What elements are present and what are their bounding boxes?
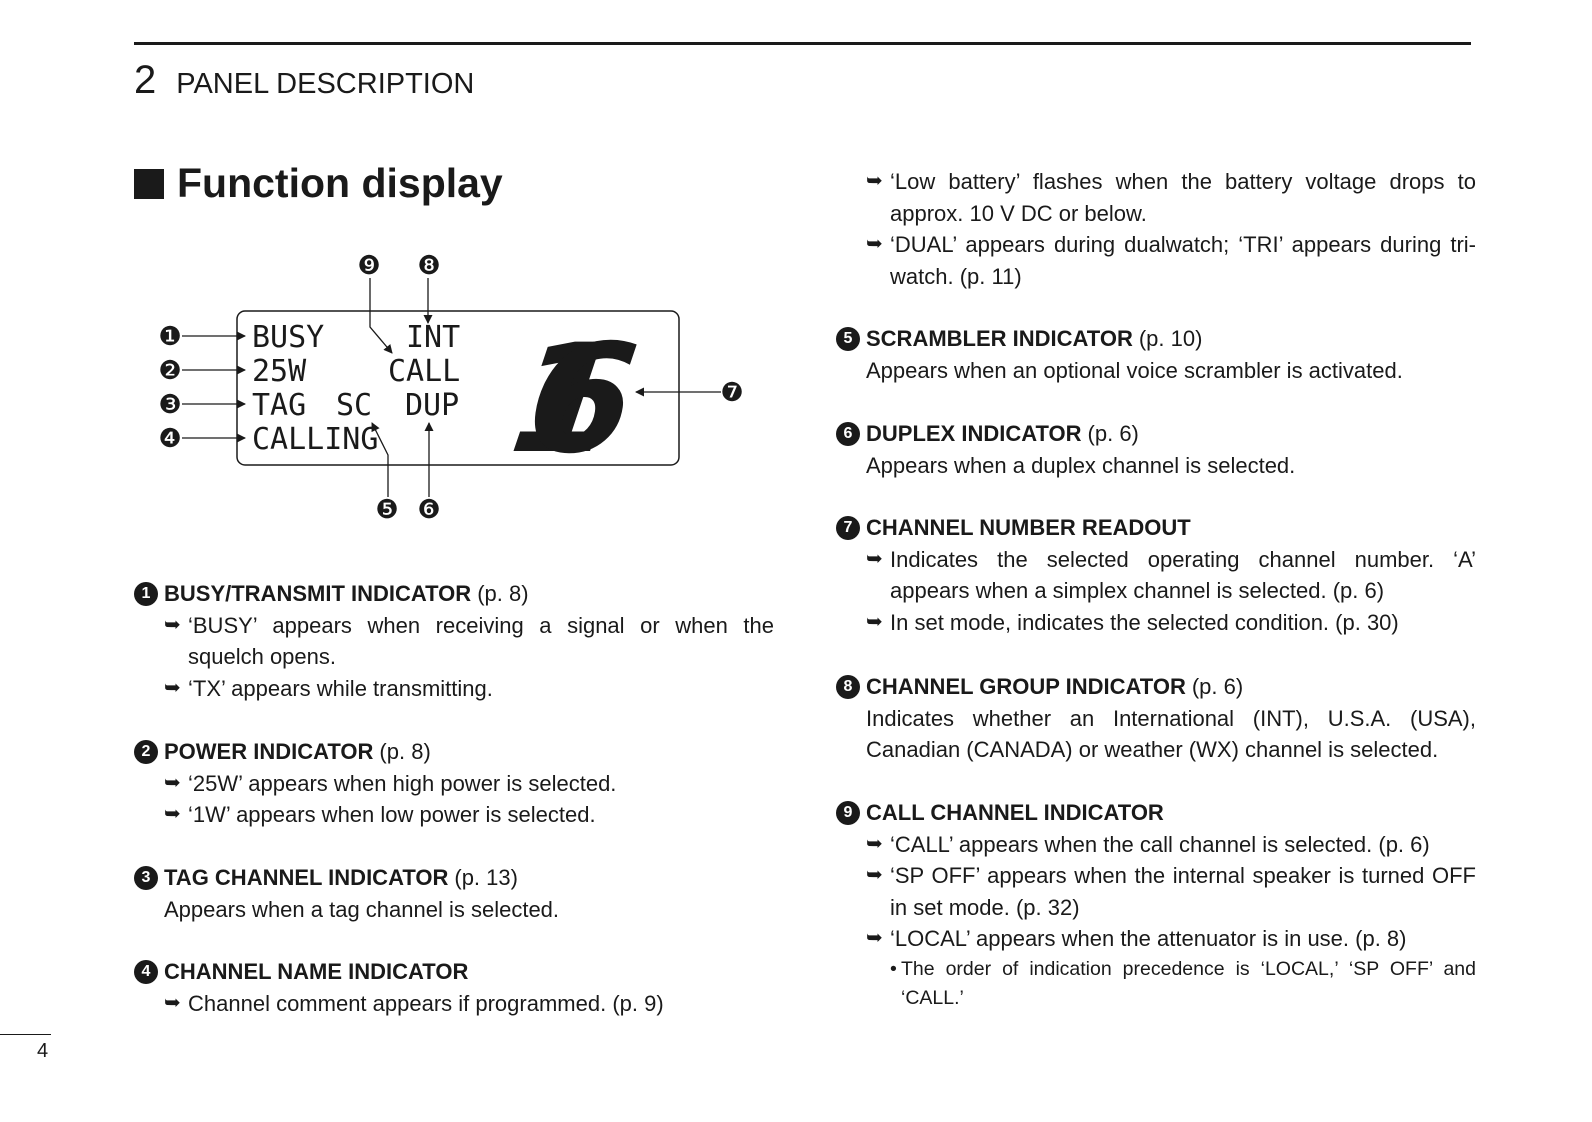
item-4	[134, 956, 774, 1019]
item-2-bullet-1: ‘25W’ appears when high power is selected.	[188, 770, 617, 796]
item-9-title: CALL CHANNEL INDICATOR	[866, 800, 1164, 825]
item-1-bullet-2: ‘TX’ appears while transmitting.	[188, 675, 493, 701]
callout-8-icon: ❽	[417, 251, 441, 281]
arrow-bullet-icon: ➥	[164, 991, 181, 1014]
item-5-title: SCRAMBLER INDICATOR	[866, 326, 1133, 351]
item-9	[836, 797, 1476, 1013]
item-3-ref: (p. 13)	[454, 865, 518, 890]
number-7-icon: 7	[836, 516, 860, 540]
item-2-title: POWER INDICATOR	[164, 739, 374, 764]
callout-3-icon: ❸	[158, 390, 182, 420]
item-2	[134, 736, 774, 831]
lcd-busy: BUSY	[252, 320, 325, 355]
item-4-title: CHANNEL NAME INDICATOR	[164, 959, 469, 984]
chapter-header	[134, 58, 474, 103]
number-6-icon: 6	[836, 422, 860, 446]
lcd-int: INT	[406, 320, 461, 355]
note-dot-icon: •	[890, 957, 897, 980]
item-9-bullet-2: ‘SP OFF’ appears when the internal speaker is turned OFF in set mode. (p. 32)	[890, 863, 1476, 920]
lcd-25w: 25W	[252, 354, 307, 389]
item-3-text: Appears when a tag channel is selected.	[164, 896, 560, 922]
callout-7-icon: ❼	[720, 378, 744, 408]
section-title-text: Function display	[177, 160, 503, 206]
item-8-ref: (p. 6)	[1191, 674, 1244, 699]
precedence-note	[866, 955, 1476, 1013]
arrow-bullet-icon: ➥	[164, 771, 181, 794]
item-3-title: TAG CHANNEL INDICATOR	[164, 865, 449, 890]
cont-bullet-1: ‘Low battery’ flashes when the battery voltage drops to approx. 10 V DC or below.	[890, 169, 1476, 226]
item-5-text: Appears when an optional voice scrambler is activated.	[866, 357, 1403, 383]
lcd-tag: TAG	[252, 388, 307, 423]
arrow-bullet-icon: ➥	[164, 613, 181, 636]
function-display-diagram	[150, 245, 760, 540]
arrow-bullet-icon: ➥	[866, 233, 883, 256]
section-title	[134, 160, 503, 207]
number-5-icon: 5	[836, 327, 860, 351]
page-number-rule	[0, 1034, 51, 1035]
item-7-title: CHANNEL NUMBER READOUT	[866, 515, 1191, 540]
item-6-text: Appears when a duplex channel is selected.	[866, 452, 1296, 478]
number-1-icon: 1	[134, 582, 158, 606]
page-number: 4	[37, 1040, 49, 1062]
number-4-icon: 4	[134, 960, 158, 984]
item-2-ref: (p. 8)	[379, 739, 431, 764]
precedence-note-text: The order of indication precedence is ‘LOCAL,’ ‘SP OFF’ and ‘CALL.’	[901, 957, 1476, 1009]
item-8-title: CHANNEL GROUP INDICATOR	[866, 674, 1186, 699]
number-2-icon: 2	[134, 740, 158, 764]
lcd-channel-number: 16	[502, 311, 647, 487]
item-1-bullet-1: ‘BUSY’ appears when receiving a signal or when the squelch opens.	[188, 612, 774, 670]
callout-5-icon: ❺	[375, 495, 399, 525]
item-9-bullet-1: ‘CALL’ appears when the call channel is selected. (p. 6)	[890, 831, 1430, 857]
item-5	[836, 323, 1476, 386]
item-8-text: Indicates whether an International (INT), U.S.A. (USA), Canadian (CANADA) or weather (WX) channel is selected.	[866, 705, 1476, 763]
item-4-bullet-1: Channel comment appears if programmed. (p. 9)	[188, 990, 664, 1016]
callout-2-icon: ❷	[158, 356, 182, 386]
arrow-bullet-icon: ➥	[866, 832, 883, 855]
item-5-ref: (p. 10)	[1138, 326, 1203, 351]
callout-6-icon: ❻	[417, 495, 441, 525]
callout-1-icon: ❶	[158, 322, 182, 352]
item-1-title: BUSY/TRANSMIT INDICATOR	[164, 581, 472, 606]
arrow-bullet-icon: ➥	[164, 676, 181, 699]
callout-9-icon: ❾	[357, 251, 381, 281]
item-7-bullet-2: In set mode, indicates the selected condition. (p. 30)	[890, 609, 1399, 635]
arrow-bullet-icon: ➥	[164, 803, 181, 826]
lcd-dup: DUP	[405, 388, 460, 423]
item-2-bullet-2: ‘1W’ appears when low power is selected.	[188, 802, 596, 828]
arrow-bullet-icon: ➥	[866, 547, 883, 570]
number-3-icon: 3	[134, 866, 158, 890]
item-1-continued	[836, 166, 1476, 292]
item-6-title: DUPLEX INDICATOR	[866, 421, 1082, 446]
lcd-call: CALL	[388, 354, 461, 389]
arrow-bullet-icon: ➥	[866, 610, 883, 633]
cont-bullet-2: ‘DUAL’ appears during dualwatch; ‘TRI’ appears during tri-watch. (p. 11)	[890, 232, 1476, 289]
chapter-number: 2	[134, 58, 157, 102]
square-bullet-icon	[134, 169, 164, 199]
arrow-bullet-icon: ➥	[866, 170, 883, 192]
item-8	[836, 671, 1476, 766]
item-1	[134, 578, 774, 704]
number-9-icon: 9	[836, 801, 860, 825]
item-7-bullet-1: Indicates the selected operating channel number. ‘A’ appears when a simplex channel is selected. (p. 6)	[890, 546, 1476, 604]
top-rule	[134, 42, 1471, 45]
item-3	[134, 862, 774, 925]
chapter-title: PANEL DESCRIPTION	[176, 68, 475, 100]
lcd-calling: CALLING	[252, 422, 379, 457]
lcd-illustration	[150, 245, 760, 535]
callout-4-icon: ❹	[158, 424, 182, 454]
arrow-bullet-icon: ➥	[866, 927, 883, 950]
item-1-ref: (p. 8)	[477, 581, 529, 606]
item-6	[836, 418, 1476, 481]
number-8-icon: 8	[836, 675, 860, 699]
lcd-sc: SC	[336, 388, 373, 423]
item-9-bullet-3: ‘LOCAL’ appears when the attenuator is in use. (p. 8)	[890, 926, 1407, 952]
item-6-ref: (p. 6)	[1087, 421, 1139, 446]
arrow-bullet-icon: ➥	[866, 864, 883, 887]
item-7	[836, 512, 1476, 638]
